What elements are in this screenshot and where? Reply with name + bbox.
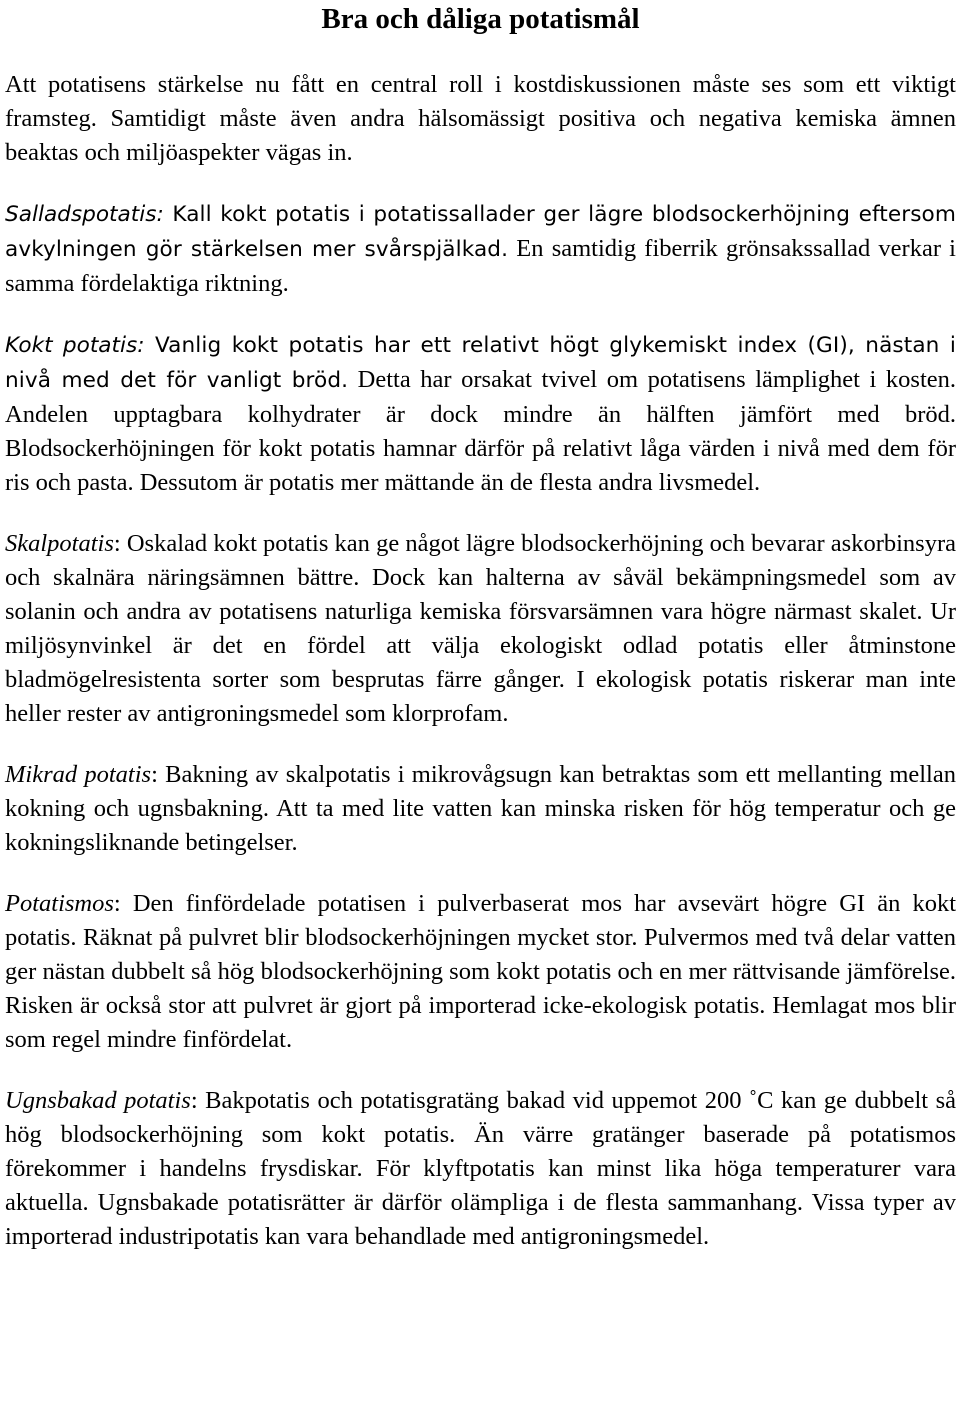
section-text: : Bakning av skalpotatis i mikrovågsugn kan betraktas som ett mellanting mellan kokning och ugnsbakning. Att ta med lite vatten kan minska risken för hög temperatur och ge kokningsliknande betingelser. (5, 761, 956, 856)
section-lead: Kokt potatis: (5, 333, 145, 358)
section-lead: Potatismos (5, 890, 114, 917)
section-skalpotatis (5, 527, 956, 731)
section-lead: Skalpotatis (5, 530, 114, 557)
section-lead: Ugnsbakad potatis (5, 1087, 191, 1114)
section-kokt-potatis (5, 328, 956, 500)
section-text: : Oskalad kokt potatis kan ge något lägre blodsockerhöjning och bevarar askorbinsyra och skalnära näringsämnen bättre. Dock kan halterna av såväl bekämpningsmedel som av solanin och andra av potatisens naturliga kemiska försvarsämnen vara högre närmast skalet. Ur miljösynvinkel är det en fördel att välja ekologiskt odlad potatis eller åtminstone bladmögelresistenta sorter som besprutas färre gånger. I ekologisk potatis riskerar man inte heller rester av antigroningsmedel som klorprofam. (5, 530, 956, 727)
intro-paragraph: Att potatisens stärkelse nu fått en central roll i kostdiskussionen måste ses som ett viktigt framsteg. Samtidigt måste även andra hälsomässigt positiva och negativa kemiska ämnen beaktas och miljöaspekter vägas in. (5, 71, 956, 166)
section-sans-text: Vanlig kokt potatis har ett relativt högt glykemiskt index (GI), nästan i nivå med det för vanligt bröd. (5, 333, 956, 393)
document-title: Bra och dåliga potatismål (321, 3, 640, 35)
section-ugnsbakad-potatis (5, 1084, 956, 1254)
section-potatismos (5, 887, 956, 1057)
section-text: En samtidig fiberrik grönsakssallad verkar i samma fördelaktiga riktning. (5, 235, 956, 297)
section-mikrad-potatis (5, 758, 956, 860)
section-lead: Salladspotatis: (5, 202, 164, 227)
section-sans-text: Kall kokt potatis i potatissallader ger lägre blodsockerhöjning eftersom avkylningen gör stärkelsen mer svårspjälkad. (5, 202, 956, 262)
section-text: : Den finfördelade potatisen i pulverbaserat mos har avsevärt högre GI än kokt potatis. Räknat på pulvret blir blodsockerhöjningen mycket stor. Pulvermos med två delar vatten ger nästan dubbelt så hög blodsockerhöjning som kokt potatis och en mer rättvisande jämförelse. Risken är också stor att pulvret är gjort på importerad icke-ekologisk potatis. Hemlagat mos blir som regel mindre finfördelat. (5, 890, 956, 1053)
section-text: Detta har orsakat tvivel om potatisens lämplighet i kosten. Andelen upptagbara kolhydrater är dock mindre än hälften jämfört med bröd. Blodsockerhöjningen för kokt potatis hamnar därför på relativt låga värden i nivå med dem för ris och pasta. Dessutom är potatis mer mättande än de flesta andra livsmedel. (5, 366, 956, 496)
section-text: : Bakpotatis och potatisgratäng bakad vid uppemot 200 ˚C kan ge dubbelt så hög blodsockerhöjning som kokt potatis. Än värre gratänger baserade på potatismos förekommer i handelns frysdiskar. För klyftpotatis kan minst lika höga temperaturer vara aktuella. Ugnsbakade potatisrätter är därför olämpliga i de flesta sammanhang. Vissa typer av importerad industripotatis kan vara behandlade med antigroningsmedel. (5, 1087, 956, 1250)
section-lead: Mikrad potatis (5, 761, 152, 788)
section-salladspotatis (5, 197, 956, 301)
